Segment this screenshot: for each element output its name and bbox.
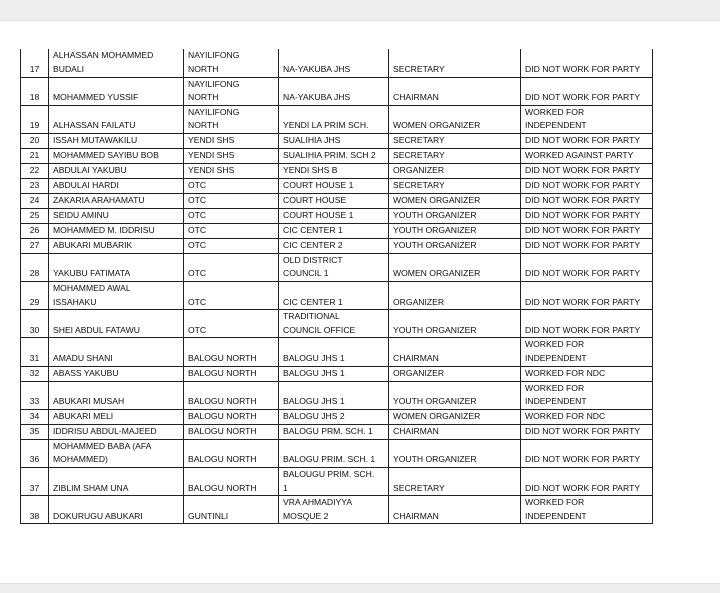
position-cell: CHAIRMAN — [389, 338, 521, 366]
table-row — [21, 409, 653, 424]
position-cell: YOUTH ORGANIZER — [389, 381, 521, 409]
position-cell: SECRETARY — [389, 178, 521, 193]
polling-station-cell: BALOGU PRM. SCH. 1 — [279, 424, 389, 439]
position-cell: YOUTH ORGANIZER — [389, 310, 521, 338]
polling-station-cell: CIC CENTER 1 — [279, 223, 389, 238]
table-row — [21, 133, 653, 148]
status-cell: DID NOT WORK FOR PARTY — [521, 439, 653, 467]
polling-station-cell: SUALIHIA JHS — [279, 133, 389, 148]
row-number-cell: 29 — [21, 282, 49, 310]
area-cell: OTC — [184, 238, 279, 253]
row-number-cell: 17 — [21, 49, 49, 77]
name-cell: SEIDU AMINU — [49, 208, 184, 223]
table-row — [21, 163, 653, 178]
table-row — [21, 381, 653, 409]
table-row — [21, 77, 653, 105]
position-cell: SECRETARY — [389, 133, 521, 148]
polling-station-cell: YENDI SHS B — [279, 163, 389, 178]
position-cell: WOMEN ORGANIZER — [389, 253, 521, 281]
name-cell: ZIBLIM SHAM UNA — [49, 468, 184, 496]
polling-station-cell: SUALIHIA PRIM. SCH 2 — [279, 148, 389, 163]
area-cell: BALOGU NORTH — [184, 439, 279, 467]
position-cell: YOUTH ORGANIZER — [389, 223, 521, 238]
polling-station-cell: TRADITIONAL COUNCIL OFFICE — [279, 310, 389, 338]
area-cell: YENDI SHS — [184, 163, 279, 178]
position-cell: SECRETARY — [389, 148, 521, 163]
name-cell: MOHAMMED YUSSIF — [49, 77, 184, 105]
top-margin-band — [0, 0, 720, 21]
polling-station-cell: BALOGU JHS 1 — [279, 366, 389, 381]
name-cell: ABASS YAKUBU — [49, 366, 184, 381]
area-cell: OTC — [184, 253, 279, 281]
area-cell: OTC — [184, 178, 279, 193]
table-row — [21, 223, 653, 238]
status-cell: WORKED FOR INDEPENDENT — [521, 105, 653, 133]
area-cell: BALOGU NORTH — [184, 338, 279, 366]
area-cell: NAYILIFONG NORTH — [184, 105, 279, 133]
row-number-cell: 35 — [21, 424, 49, 439]
row-number-cell: 25 — [21, 208, 49, 223]
name-cell: ABDULAI HARDI — [49, 178, 184, 193]
status-cell: DID NOT WORK FOR PARTY — [521, 282, 653, 310]
area-cell: BALOGU NORTH — [184, 468, 279, 496]
table-row — [21, 105, 653, 133]
area-cell: NAYILIFONG NORTH — [184, 77, 279, 105]
position-cell: YOUTH ORGANIZER — [389, 439, 521, 467]
row-number-cell: 26 — [21, 223, 49, 238]
area-cell: BALOGU NORTH — [184, 409, 279, 424]
name-cell: MOHAMMED M. IDDRISU — [49, 223, 184, 238]
name-cell: SHEI ABDUL FATAWU — [49, 310, 184, 338]
position-cell: WOMEN ORGANIZER — [389, 409, 521, 424]
polling-station-cell: OLD DISTRICT COUNCIL 1 — [279, 253, 389, 281]
table-row — [21, 238, 653, 253]
area-cell: NAYILIFONG NORTH — [184, 49, 279, 77]
name-cell: ZAKARIA ARAHAMATU — [49, 193, 184, 208]
status-cell: DID NOT WORK FOR PARTY — [521, 163, 653, 178]
polling-station-cell: BALOGU PRIM. SCH. 1 — [279, 439, 389, 467]
status-cell: WORKED FOR INDEPENDENT — [521, 381, 653, 409]
polling-station-cell: NA-YAKUBA JHS — [279, 77, 389, 105]
status-cell: DID NOT WORK FOR PARTY — [521, 468, 653, 496]
name-cell: ALHASSAN MOHAMMED BUDALI — [49, 49, 184, 77]
position-cell: CHAIRMAN — [389, 496, 521, 524]
polling-station-cell: YENDI LA PRIM SCH. — [279, 105, 389, 133]
executives-table-body — [21, 49, 653, 524]
row-number-cell: 33 — [21, 381, 49, 409]
status-cell: DID NOT WORK FOR PARTY — [521, 310, 653, 338]
table-row — [21, 178, 653, 193]
position-cell: YOUTH ORGANIZER — [389, 238, 521, 253]
name-cell: ISSAH MUTAWAKILU — [49, 133, 184, 148]
row-number-cell: 31 — [21, 338, 49, 366]
row-number-cell: 27 — [21, 238, 49, 253]
name-cell: DOKURUGU ABUKARI — [49, 496, 184, 524]
area-cell: BALOGU NORTH — [184, 381, 279, 409]
position-cell: CHAIRMAN — [389, 77, 521, 105]
position-cell: ORGANIZER — [389, 366, 521, 381]
row-number-cell: 37 — [21, 468, 49, 496]
row-number-cell: 19 — [21, 105, 49, 133]
polling-station-cell: CIC CENTER 2 — [279, 238, 389, 253]
area-cell: OTC — [184, 310, 279, 338]
table-row — [21, 338, 653, 366]
status-cell: DID NOT WORK FOR PARTY — [521, 178, 653, 193]
name-cell: ABUKARI MUBARIK — [49, 238, 184, 253]
polling-station-cell: BALOGU JHS 1 — [279, 338, 389, 366]
table-row — [21, 496, 653, 524]
polling-station-cell: BALOUGU PRIM. SCH. 1 — [279, 468, 389, 496]
table-row — [21, 439, 653, 467]
row-number-cell: 22 — [21, 163, 49, 178]
table-row — [21, 253, 653, 281]
table-row — [21, 193, 653, 208]
row-number-cell: 34 — [21, 409, 49, 424]
row-number-cell: 32 — [21, 366, 49, 381]
row-number-cell: 30 — [21, 310, 49, 338]
row-number-cell: 36 — [21, 439, 49, 467]
name-cell: ABUKARI MUSAH — [49, 381, 184, 409]
table-row — [21, 282, 653, 310]
status-cell: DID NOT WORK FOR PARTY — [521, 208, 653, 223]
area-cell: GUNTINLI — [184, 496, 279, 524]
status-cell: WORKED AGAINST PARTY — [521, 148, 653, 163]
status-cell: DID NOT WORK FOR PARTY — [521, 253, 653, 281]
table-row — [21, 208, 653, 223]
status-cell: DID NOT WORK FOR PARTY — [521, 133, 653, 148]
table-row — [21, 424, 653, 439]
status-cell: WORKED FOR NDC — [521, 366, 653, 381]
row-number-cell: 20 — [21, 133, 49, 148]
area-cell: BALOGU NORTH — [184, 424, 279, 439]
table-row — [21, 310, 653, 338]
position-cell: YOUTH ORGANIZER — [389, 208, 521, 223]
status-cell: WORKED FOR INDEPENDENT — [521, 338, 653, 366]
executives-table — [20, 49, 653, 524]
area-cell: OTC — [184, 223, 279, 238]
polling-station-cell: COURT HOUSE — [279, 193, 389, 208]
status-cell: WORKED FOR INDEPENDENT — [521, 496, 653, 524]
polling-station-cell: CIC CENTER 1 — [279, 282, 389, 310]
name-cell: MOHAMMED SAYIBU BOB — [49, 148, 184, 163]
position-cell: ORGANIZER — [389, 282, 521, 310]
status-cell: DID NOT WORK FOR PARTY — [521, 193, 653, 208]
table-row — [21, 148, 653, 163]
position-cell: CHAIRMAN — [389, 424, 521, 439]
area-cell: OTC — [184, 208, 279, 223]
polling-station-cell: NA-YAKUBA JHS — [279, 49, 389, 77]
row-number-cell: 23 — [21, 178, 49, 193]
table-row — [21, 49, 653, 77]
position-cell: SECRETARY — [389, 49, 521, 77]
polling-station-cell: COURT HOUSE 1 — [279, 208, 389, 223]
polling-station-cell: BALOGU JHS 2 — [279, 409, 389, 424]
row-number-cell: 24 — [21, 193, 49, 208]
polling-station-cell: BALOGU JHS 1 — [279, 381, 389, 409]
position-cell: ORGANIZER — [389, 163, 521, 178]
name-cell: IDDRISU ABDUL-MAJEED — [49, 424, 184, 439]
area-cell: YENDI SHS — [184, 148, 279, 163]
name-cell: ABUKARI MELI — [49, 409, 184, 424]
row-number-cell: 28 — [21, 253, 49, 281]
position-cell: SECRETARY — [389, 468, 521, 496]
status-cell: DID NOT WORK FOR PARTY — [521, 49, 653, 77]
area-cell: OTC — [184, 193, 279, 208]
row-number-cell: 21 — [21, 148, 49, 163]
table-row — [21, 468, 653, 496]
area-cell: YENDI SHS — [184, 133, 279, 148]
polling-station-cell: VRA AHMADIYYA MOSQUE 2 — [279, 496, 389, 524]
area-cell: BALOGU NORTH — [184, 366, 279, 381]
status-cell: DID NOT WORK FOR PARTY — [521, 223, 653, 238]
name-cell: MOHAMMED AWAL ISSAHAKU — [49, 282, 184, 310]
polling-station-cell: COURT HOUSE 1 — [279, 178, 389, 193]
status-cell: WORKED FOR NDC — [521, 409, 653, 424]
area-cell: OTC — [184, 282, 279, 310]
row-number-cell: 38 — [21, 496, 49, 524]
table-row — [21, 366, 653, 381]
name-cell: ALHASSAN FAILATU — [49, 105, 184, 133]
status-cell: DID NOT WORK FOR PARTY — [521, 424, 653, 439]
name-cell: YAKUBU FATIMATA — [49, 253, 184, 281]
position-cell: WOMEN ORGANIZER — [389, 105, 521, 133]
row-number-cell: 18 — [21, 77, 49, 105]
name-cell: MOHAMMED BABA (AFA MOHAMMED) — [49, 439, 184, 467]
name-cell: ABDULAI YAKUBU — [49, 163, 184, 178]
name-cell: AMADU SHANI — [49, 338, 184, 366]
status-cell: DID NOT WORK FOR PARTY — [521, 77, 653, 105]
status-cell: DID NOT WORK FOR PARTY — [521, 238, 653, 253]
position-cell: WOMEN ORGANIZER — [389, 193, 521, 208]
